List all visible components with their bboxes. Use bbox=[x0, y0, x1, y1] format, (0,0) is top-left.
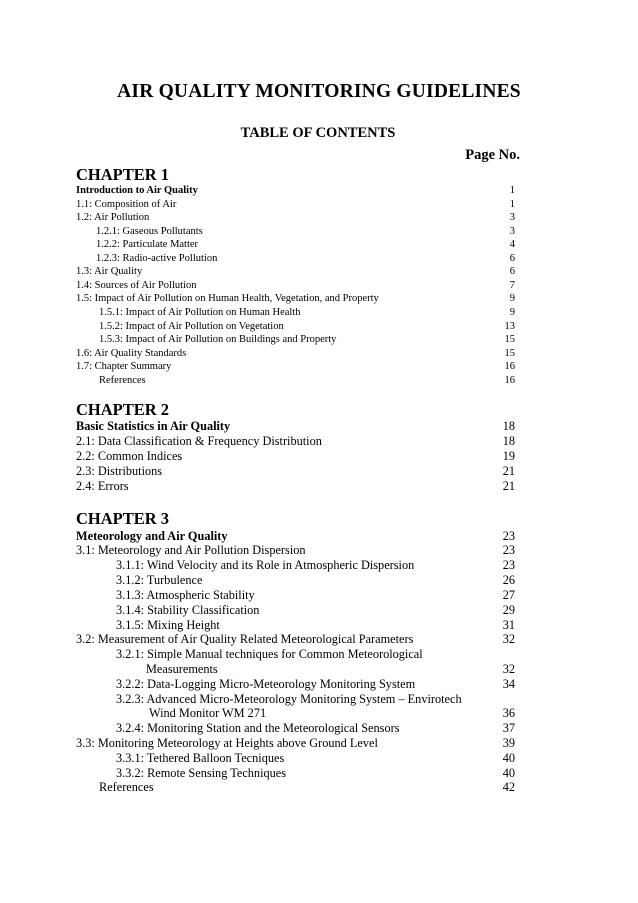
toc-entry[interactable] bbox=[99, 321, 515, 335]
toc-entry-label: 1.5.1: Impact of Air Pollution on Human Health bbox=[99, 307, 301, 318]
toc-entry-label: 2.1: Data Classification & Frequency Distribution bbox=[76, 434, 322, 448]
toc-entry-page: 32 bbox=[502, 632, 515, 646]
toc-entry-label: 1.5.3: Impact of Air Pollution on Buildings and Property bbox=[99, 334, 337, 345]
toc-entry[interactable] bbox=[76, 529, 515, 543]
toc-entry-page: 19 bbox=[502, 449, 515, 463]
toc-entry[interactable] bbox=[96, 226, 515, 240]
toc-entry-page: 36 bbox=[502, 706, 515, 720]
toc-entry-page: 7 bbox=[509, 280, 515, 291]
toc-entry-page: 31 bbox=[502, 618, 515, 632]
toc-entry-label: 1.4: Sources of Air Pollution bbox=[76, 280, 197, 291]
toc-entry-page: 40 bbox=[502, 766, 515, 780]
toc-heading: TABLE OF CONTENTS bbox=[240, 125, 396, 141]
toc-entry[interactable] bbox=[116, 618, 515, 632]
toc-entry-label: 1.1: Composition of Air bbox=[76, 199, 177, 210]
toc-entry-label: 3.3.1: Tethered Balloon Tecniques bbox=[116, 751, 285, 765]
toc-entry-label: 2.3: Distributions bbox=[76, 464, 163, 478]
toc-entry-page: 1 bbox=[509, 185, 515, 196]
toc-entry[interactable] bbox=[76, 464, 515, 478]
toc-entry-page: 23 bbox=[502, 529, 515, 543]
toc-entry[interactable] bbox=[116, 721, 515, 735]
toc-entry-page: 40 bbox=[502, 751, 515, 765]
toc-entry[interactable] bbox=[99, 307, 515, 321]
toc-entry-page: 21 bbox=[502, 464, 515, 478]
toc-entry-page: 34 bbox=[502, 677, 515, 691]
toc-entry-label: 3.1.5: Mixing Height bbox=[116, 618, 220, 632]
toc-entry-label: 3.2: Measurement of Air Quality Related Meteorological Parameters bbox=[76, 632, 414, 646]
toc-entry-page: 21 bbox=[502, 479, 515, 493]
toc-entry-label: 3.1.4: Stability Classification bbox=[116, 603, 260, 617]
toc-entry-page: 15 bbox=[504, 348, 515, 359]
toc-entry-continuation[interactable] bbox=[149, 706, 515, 720]
toc-entry-label: 3.2.4: Monitoring Station and the Meteorological Sensors bbox=[116, 721, 400, 735]
toc-entry-continuation[interactable] bbox=[146, 662, 515, 676]
toc-entry-page: 26 bbox=[502, 573, 515, 587]
toc-entry-page: 42 bbox=[502, 780, 515, 794]
toc-entry-page: 29 bbox=[502, 603, 515, 617]
toc-entry-page: 13 bbox=[504, 321, 515, 332]
toc-entry-label: 1.5: Impact of Air Pollution on Human Health, Vegetation, and Property bbox=[76, 293, 379, 304]
toc-entry-page: 1 bbox=[509, 199, 515, 210]
toc-entry-label: 1.2: Air Pollution bbox=[76, 212, 150, 223]
toc-entry-label: Introduction to Air Quality bbox=[76, 185, 198, 196]
toc-entry[interactable] bbox=[76, 348, 515, 362]
toc-entry-label: 3.1.3: Atmospheric Stability bbox=[116, 588, 255, 602]
toc-entry-label: 3.2.3: Advanced Micro-Meteorology Monitoring System – Envirotech bbox=[116, 692, 462, 706]
toc-entry-label: 1.3: Air Quality bbox=[76, 266, 143, 277]
toc-entry-label: 1.7: Chapter Summary bbox=[76, 361, 172, 372]
toc-entry-label: 2.2: Common Indices bbox=[76, 449, 183, 463]
toc-entry[interactable] bbox=[76, 736, 515, 750]
toc-entry-page: 6 bbox=[509, 266, 515, 277]
toc-entry[interactable] bbox=[76, 449, 515, 463]
toc-entry-page: 37 bbox=[502, 721, 515, 735]
toc-entry[interactable] bbox=[76, 434, 515, 448]
toc-entry-page: 4 bbox=[509, 239, 515, 250]
toc-entry[interactable] bbox=[116, 751, 515, 765]
toc-entry-label: References bbox=[99, 375, 146, 386]
toc-entry-page: 3 bbox=[509, 226, 515, 237]
toc-entry-label: 1.6: Air Quality Standards bbox=[76, 348, 187, 359]
toc-entry[interactable] bbox=[96, 253, 515, 267]
toc-entry[interactable] bbox=[116, 558, 515, 572]
toc-entry-page: 23 bbox=[502, 543, 515, 557]
toc-entry-page: 16 bbox=[504, 375, 515, 386]
toc-entry-page: 9 bbox=[509, 307, 515, 318]
toc-entry-label: Measurements bbox=[146, 662, 218, 676]
toc-entry-label: 3.1: Meteorology and Air Pollution Dispersion bbox=[76, 543, 306, 557]
toc-entry-label: 3.3.2: Remote Sensing Techniques bbox=[116, 766, 287, 780]
toc-entry-label: 3.3: Monitoring Meteorology at Heights above Ground Level bbox=[76, 736, 378, 750]
toc-entry[interactable] bbox=[76, 479, 515, 493]
toc-entry[interactable] bbox=[116, 677, 515, 691]
toc-entry-page: 16 bbox=[504, 361, 515, 372]
toc-entry-label: Wind Monitor WM 271 bbox=[149, 706, 267, 720]
toc-entry[interactable] bbox=[99, 375, 515, 389]
toc-entry[interactable] bbox=[76, 543, 515, 557]
chapter-3-heading: CHAPTER 3 bbox=[76, 509, 170, 528]
toc-entry-page: 39 bbox=[502, 736, 515, 750]
toc-entry[interactable] bbox=[76, 266, 515, 280]
toc-entry[interactable] bbox=[76, 280, 515, 294]
toc-entry-label: 1.2.3: Radio-active Pollution bbox=[96, 253, 218, 264]
page-number-header: Page No. bbox=[465, 147, 520, 163]
toc-entry[interactable] bbox=[99, 334, 515, 348]
toc-entry-page: 27 bbox=[502, 588, 515, 602]
toc-entry-page: 3 bbox=[509, 212, 515, 223]
toc-entry[interactable] bbox=[76, 361, 515, 375]
toc-entry[interactable] bbox=[116, 573, 515, 587]
chapter-1-heading: CHAPTER 1 bbox=[76, 165, 170, 184]
toc-entry-label: Meteorology and Air Quality bbox=[76, 529, 228, 543]
toc-entry-page: 6 bbox=[509, 253, 515, 264]
toc-entry-page: 18 bbox=[502, 434, 515, 448]
toc-entry-label: 3.1.2: Turbulence bbox=[116, 573, 203, 587]
toc-entry[interactable] bbox=[76, 212, 515, 226]
toc-entry[interactable] bbox=[76, 199, 515, 213]
toc-entry[interactable] bbox=[116, 588, 515, 602]
toc-entry[interactable] bbox=[76, 632, 515, 646]
toc-entry[interactable] bbox=[99, 780, 515, 794]
toc-entry[interactable] bbox=[76, 185, 515, 199]
toc-entry[interactable] bbox=[116, 603, 515, 617]
toc-entry-label: 1.2.1: Gaseous Pollutants bbox=[96, 226, 203, 237]
toc-entry-page: 23 bbox=[502, 558, 515, 572]
toc-entry[interactable] bbox=[76, 293, 515, 307]
toc-entry-label: 3.2.1: Simple Manual techniques for Common Meteorological bbox=[116, 647, 423, 661]
toc-entry-label: References bbox=[99, 780, 154, 794]
toc-entry-page: 18 bbox=[502, 419, 515, 433]
toc-entry-label: 1.5.2: Impact of Air Pollution on Vegetation bbox=[99, 321, 284, 332]
document-title: AIR QUALITY MONITORING GUIDELINES bbox=[117, 81, 521, 102]
toc-entry-page: 32 bbox=[502, 662, 515, 676]
toc-entry-label: Basic Statistics in Air Quality bbox=[76, 419, 231, 433]
toc-entry-page: 9 bbox=[509, 293, 515, 304]
toc-entry-label: 3.2.2: Data-Logging Micro-Meteorology Monitoring System bbox=[116, 677, 416, 691]
toc-entry[interactable] bbox=[116, 766, 515, 780]
toc-entry-label: 1.2.2: Particulate Matter bbox=[96, 239, 199, 250]
toc-entry[interactable] bbox=[76, 419, 515, 433]
toc-entry-label: 3.1.1: Wind Velocity and its Role in Atmospheric Dispersion bbox=[116, 558, 415, 572]
toc-entry-page: 15 bbox=[504, 334, 515, 345]
toc-entry[interactable] bbox=[116, 647, 515, 661]
chapter-2-heading: CHAPTER 2 bbox=[76, 400, 170, 419]
toc-entry[interactable] bbox=[96, 239, 515, 253]
toc-entry-label: 2.4: Errors bbox=[76, 479, 129, 493]
toc-entry[interactable] bbox=[116, 692, 515, 706]
